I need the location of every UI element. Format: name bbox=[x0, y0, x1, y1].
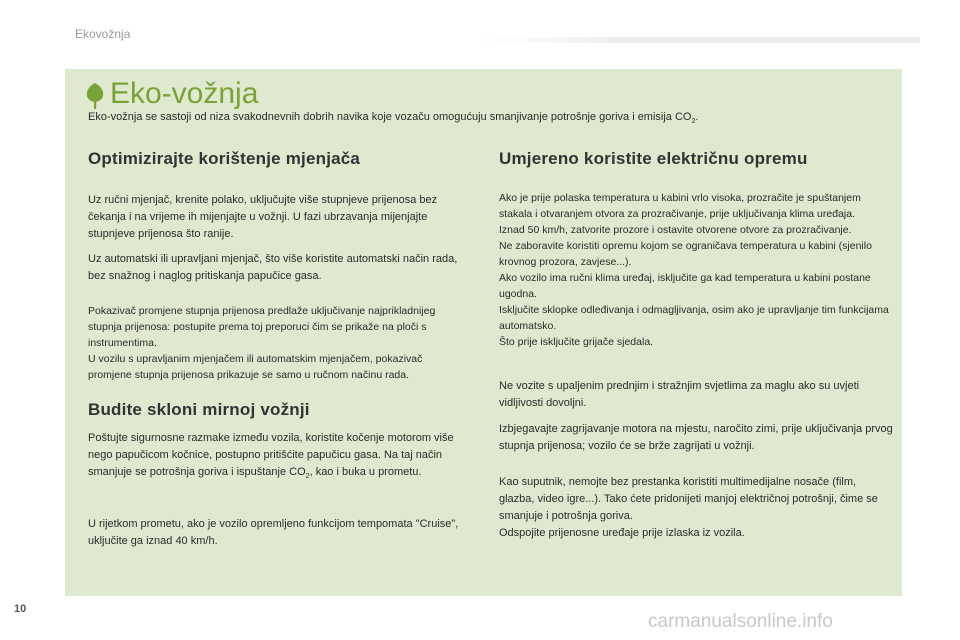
section-header: Ekovožnja bbox=[75, 27, 131, 41]
tip-manual-ac: Ako vozilo ima ručni klima uređaj, isključite ga kad temperatura u kabini postane ugodna. bbox=[499, 272, 871, 300]
paragraph-fog-lights: Ne vozite s upaljenim prednjim i stražnjim svjetlima za maglu ako su uvjeti vidljivosti dovoljni. bbox=[499, 380, 860, 409]
tip-defrost: Isključite sklopke odleđivanja i odmagljivanja, osim ako je upravljanje tim funkcijama automatsko. bbox=[499, 304, 889, 332]
paragraph-engine-warmup: Izbjegavajte zagrijavanje motora na mjestu, naročito zimi, prije uključivanja prvog stupnja prijenosa; vozilo će se brže zagrijati u vožnji. bbox=[499, 423, 893, 452]
tip-ventilate: Ako je prije polaska temperatura u kabini vrlo visoka, prozračite je spuštanjem stakala i otvaranjem otvora za prozračivanje, prije uključivanja klima uređaja. bbox=[499, 192, 861, 220]
tip-close-windows: Iznad 50 km/h, zatvorite prozore i ostavite otvorene otvore za prozračivanje. bbox=[499, 224, 852, 236]
paragraph-climate-tips bbox=[499, 190, 894, 350]
multimedia-text: Kao suputnik, nemojte bez prestanka koristiti multimedijalne nosače (film, glazba, video igre...). Tako ćete pridonijeti manjoj električnoj potrošnji, čime se smanjuje i potrošnja goriva. bbox=[499, 476, 878, 522]
leaf-icon bbox=[85, 82, 105, 110]
paragraph-safe-distances: Poštujte sigurnosne razmake između vozila, koristite kočenje motorom više nego papučicom kočnice, postupno pritišćite papučicu gasa. Na taj način smanjuje se potrošnja goriva i ispuštanje $CO_2$, kao i buka u prometu. bbox=[88, 432, 454, 481]
tip-sunblind: Ne zaboravite koristiti opremu kojom se ograničava temperatura u kabini (sjenilo krovnog prozora, zavjese...). bbox=[499, 240, 872, 268]
paragraph-manual-gearbox: Uz ručni mjenjač, krenite polako, uključujte više stupnjeve prijenosa bez čekanja i na vrijeme ih mijenjajte u vožnji. U fazi ubrzavanja mijenjajte stupnjeve prijenosa što ranije. bbox=[88, 194, 438, 240]
heading-electrical-equipment: Umjereno koristite električnu opremu bbox=[499, 149, 808, 168]
paragraph-automatic-gearbox: Uz automatski ili upravljani mjenjač, što više koristite automatski način rada, bez snažnog i naglog pritiskanja papučice gasa. bbox=[88, 253, 458, 282]
paragraph-cruise-control: U rijetkom prometu, ako je vozilo opremljeno funkcijom tempomata "Cruise", uključite ga iznad 40 km/h. bbox=[88, 518, 459, 547]
paragraph-gear-indicator bbox=[88, 303, 468, 383]
gear-indicator-note: U vozilu s upravljanim mjenjačem ili automatskim mjenjačem, pokazivač promjene stupnja prijenosa prikazuje se samo u ručnom načinu rada. bbox=[88, 353, 423, 381]
intro-text: Eko-vožnja se sastoji od niza svakodnevnih dobrih navika koje vozaču omogućuju smanjivanje potrošnje goriva i emisija $CO_2$. bbox=[88, 111, 699, 126]
heading-calm-driving: Budite skloni mirnoj vožnji bbox=[88, 400, 310, 419]
eco-driving-panel bbox=[65, 69, 902, 596]
unplug-devices-text: Odspojite prijenosne uređaje prije izlaska iz vozila. bbox=[499, 527, 745, 539]
header-divider bbox=[480, 37, 920, 43]
gear-indicator-text: Pokazivač promjene stupnja prijenosa predlaže uključivanje najprikladnijeg stupnja prijenosa: postupite prema toj preporuci čim se prikaže na ploči s instrumentima. bbox=[88, 305, 436, 349]
tip-seat-heaters: Što prije isključite grijače sjedala. bbox=[499, 336, 654, 348]
paragraph-multimedia bbox=[499, 474, 894, 542]
page-number: 10 bbox=[14, 603, 27, 615]
heading-gearbox: Optimizirajte korištenje mjenjača bbox=[88, 149, 361, 168]
watermark: carmanualsonline.info bbox=[648, 611, 833, 632]
page-title: Eko-vožnja bbox=[110, 77, 259, 110]
